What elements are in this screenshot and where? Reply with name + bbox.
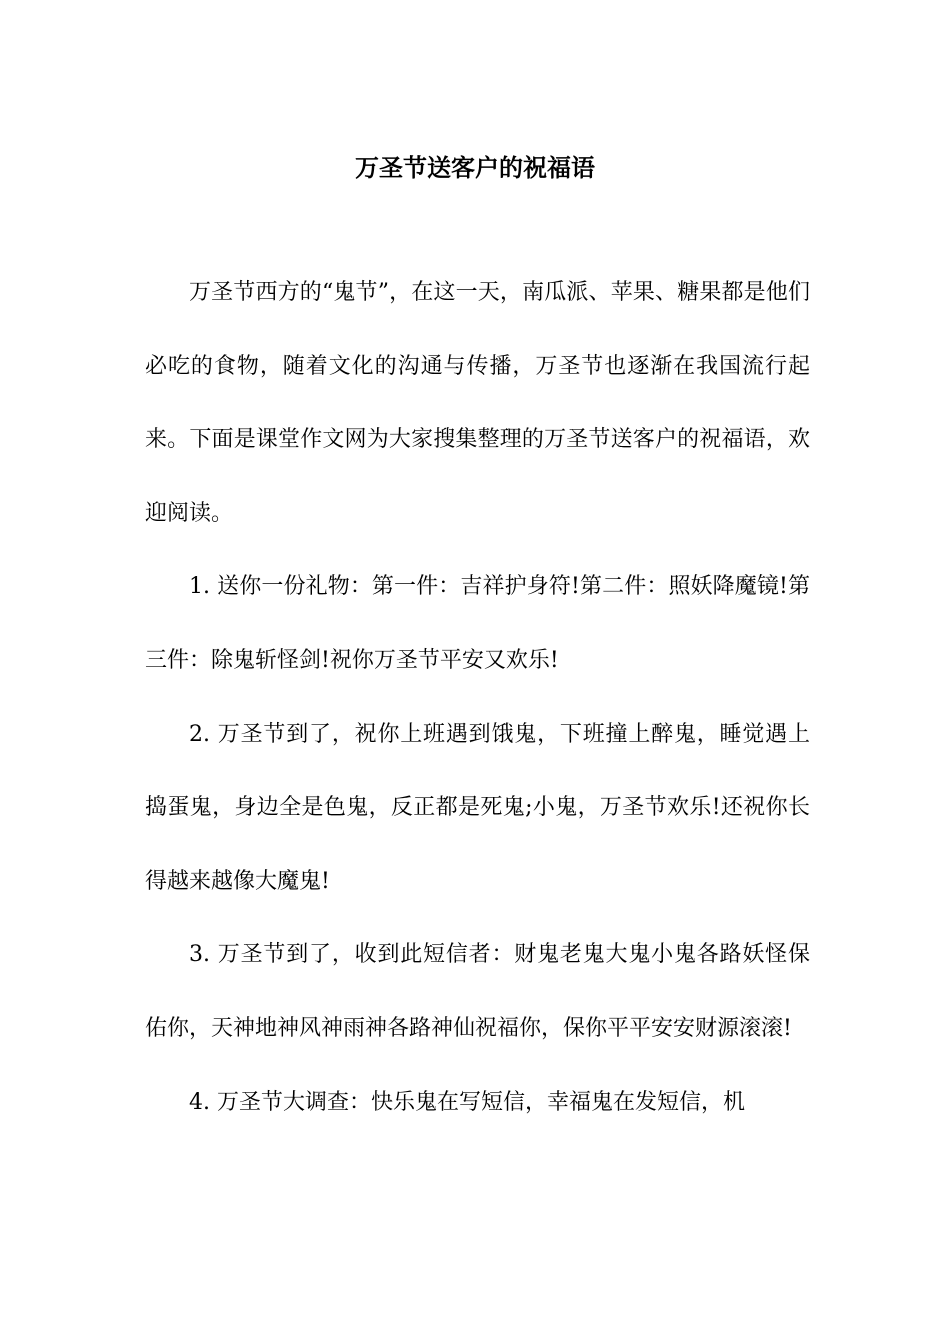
intro-paragraph: 万圣节西方的“鬼节”，在这一天，南瓜派、苹果、糖果都是他们必吃的食物，随着文化的沟通与传播，万圣节也逐渐在我国流行起来。下面是课堂作文网为大家搜集整理的万圣节送客户的祝福语，欢迎阅读。 bbox=[145, 280, 810, 526]
document-body bbox=[145, 256, 810, 1139]
list-item: 4. 万圣节大调查：快乐鬼在写短信，幸福鬼在发短信，机 bbox=[189, 1089, 745, 1115]
list-item: 1. 送你一份礼物：第一件：吉祥护身符!第二件：照妖降魔镜!第三件：除鬼斩怪剑!祝你万圣节平安又欢乐! bbox=[145, 574, 810, 673]
page-title: 万圣节送客户的祝福语 bbox=[355, 153, 595, 183]
list-item: 2. 万圣节到了，祝你上班遇到饿鬼，下班撞上醉鬼，睡觉遇上捣蛋鬼，身边全是色鬼，反正都是死鬼;小鬼，万圣节欢乐!还祝你长得越来越像大魔鬼! bbox=[145, 721, 810, 894]
list-item: 3. 万圣节到了，收到此短信者：财鬼老鬼大鬼小鬼各路妖怪保佑你，天神地神风神雨神各路神仙祝福你，保你平平安安财源滚滚! bbox=[145, 942, 810, 1041]
